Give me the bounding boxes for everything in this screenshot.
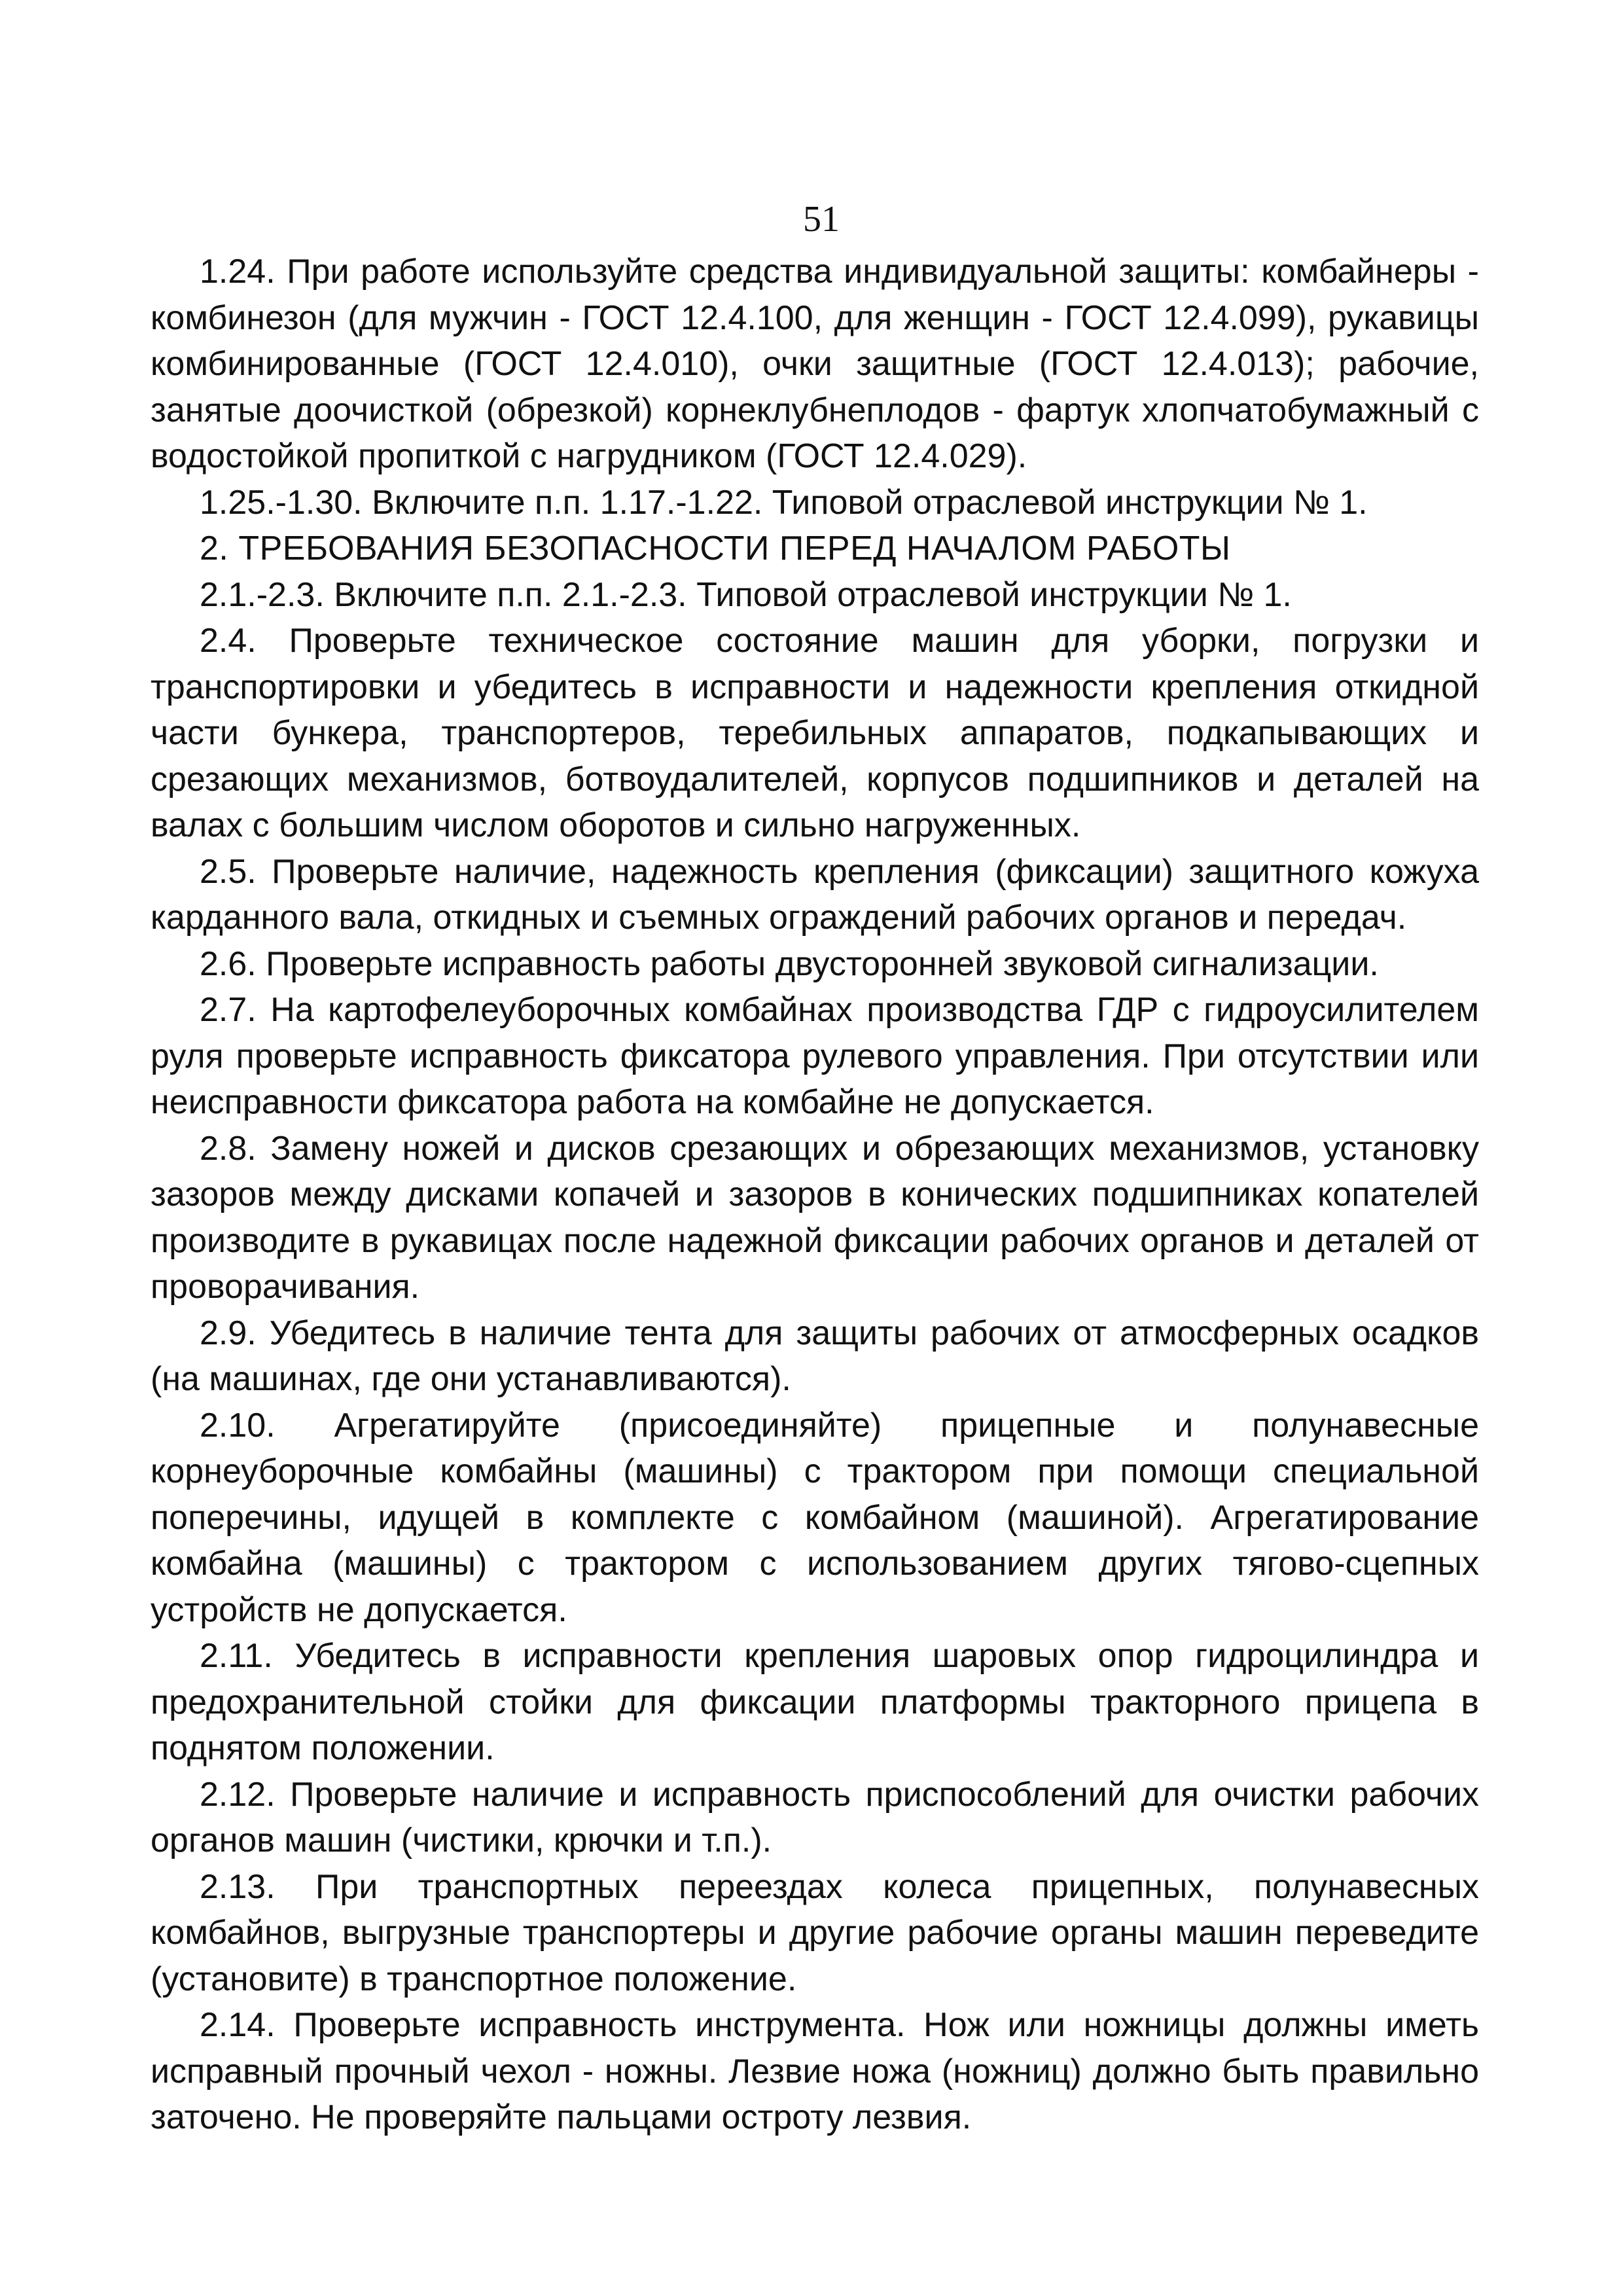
- paragraph-2-7: 2.7. На картофелеуборочных комбайнах производства ГДР с гидроусилителем руля проверьте исправность фиксатора рулевого управления. При отсутствии или неисправности фиксатора работа на комбайне не допускается.: [151, 991, 1479, 1121]
- paragraph-2-6: 2.6. Проверьте исправность работы двусторонней звуковой сигнализации.: [200, 944, 1379, 983]
- paragraph-1-24: 1.24. При работе используйте средства индивидуальной защиты: комбайнеры - комбинезон (для мужчин - ГОСТ 12.4.100, для женщин - ГОСТ 12.4.099), рукавицы комбинированные (ГОСТ 12.4.010), очки защитные (ГОСТ 12.4.013); рабочие, занятые доочисткой (обрезкой) корнеклубнеплодов - фартук хлопчатобумажный с водостойкой пропиткой с нагрудником (ГОСТ 12.4.029).: [151, 253, 1479, 475]
- page-number: 51: [803, 199, 840, 240]
- paragraph-2-9: 2.9. Убедитесь в наличие тента для защиты рабочих от атмосферных осадков (на машинах, где они устанавливаются).: [151, 1314, 1479, 1398]
- section-heading: 2. ТРЕБОВАНИЯ БЕЗОПАСНОСТИ ПЕРЕД НАЧАЛОМ РАБОТЫ: [200, 529, 1231, 567]
- paragraph-2-14: 2.14. Проверьте исправность инструмента. Нож или ножницы должны иметь исправный прочный чехол - ножны. Лезвие ножа (ножниц) должно быть правильно заточено. Не проверяйте пальцами остроту лезвия.: [151, 2006, 1479, 2136]
- paragraph-2-10: 2.10. Агрегатируйте (присоединяйте) прицепные и полунавесные корнеуборочные комбайны (машины) с трактором при помощи специальной поперечины, идущей в комплекте с комбайном (машиной). Агрегатирование комбайна (машины) с трактором с использованием других тягово-сцепных устройств не допускается.: [151, 1406, 1479, 1629]
- paragraph-2-1-2-3: 2.1.-2.3. Включите п.п. 2.1.-2.3. Типовой отраслевой инструкции № 1.: [200, 575, 1292, 614]
- document-page: [151, 196, 1479, 2141]
- paragraph-2-4: 2.4. Проверьте техническое состояние машин для уборки, погрузки и транспортировки и убедитесь в исправности и надежности крепления откидной части бункера, транспортеров, теребильных аппаратов, подкапывающих и срезающих механизмов, ботвоудалителей, корпусов подшипников и деталей на валах с большим числом оборотов и сильно нагруженных.: [151, 622, 1479, 844]
- paragraph-1-25-1-30: 1.25.-1.30. Включите п.п. 1.17.-1.22. Типовой отраслевой инструкции № 1.: [200, 483, 1368, 522]
- paragraph-2-11: 2.11. Убедитесь в исправности крепления шаровых опор гидроцилиндра и предохранительной стойки для фиксации платформы тракторного прицепа в поднятом положении.: [151, 1637, 1479, 1767]
- paragraph-2-13: 2.13. При транспортных переездах колеса прицепных, полунавесных комбайнов, выгрузные транспортеры и другие рабочие органы машин переведите (установите) в транспортное положение.: [151, 1867, 1479, 1998]
- paragraph-2-5: 2.5. Проверьте наличие, надежность крепления (фиксации) защитного кожуха карданного вала, откидных и съемных ограждений рабочих органов и передач.: [151, 852, 1479, 937]
- paragraph-2-12: 2.12. Проверьте наличие и исправность приспособлений для очистки рабочих органов машин (чистики, крючки и т.п.).: [151, 1775, 1479, 1859]
- paragraph-2-8: 2.8. Замену ножей и дисков срезающих и обрезающих механизмов, установку зазоров между дисками копачей и зазоров в конических подшипниках копателей производите в рукавицах после надежной фиксации рабочих органов и деталей от проворачивания.: [151, 1129, 1479, 1306]
